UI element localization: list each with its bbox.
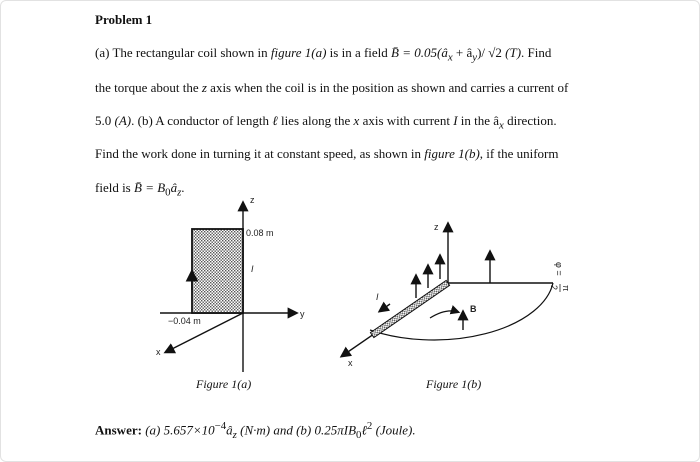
answer-line: Answer: (a) $5.657\times 10^{-4}â_z$ (N·m) and (b) 0.25πIB$_0$ℓ$^2$ (Joule). [95,420,416,441]
problem-line-2: the torque about the z axis when the coil is in the position as shown and carries a current of [95,80,569,95]
problem-line-3: 5.0 (A). (b) A conductor of length ℓ lies along the x axis with current I in the $â_x$ direction. [95,113,557,132]
phi-label [549,262,571,292]
dim-z-label: 0.08 m [246,228,274,238]
coil-a [192,229,243,313]
problem-line-4: Find the work done in turning it at constant speed, as shown in figure 1(b), if the uniform [95,146,559,161]
current-label-a: I [251,264,254,274]
figure-1b-caption: Figure 1(b) [426,377,482,391]
z-label-b: z [434,222,439,232]
svg-text:π: π [561,285,571,292]
field-label-b: B [470,304,477,314]
problem-heading: Problem 1 [95,12,153,27]
figure-1a [156,195,305,372]
svg-text:φ =: φ = [554,262,564,276]
rotation-arc [370,283,553,340]
figure-1a-caption: Figure 1(a) [196,377,252,391]
rotation-direction-arrow [430,311,458,318]
problem-line-5: field is B̄ = $B_0â_z$. [95,180,185,199]
x-label-a: x [156,347,161,357]
current-arrow-b [380,304,390,311]
dim-y-label: −0.04 m [168,316,201,326]
x-label-b: x [348,358,353,368]
problem-line-1: (a) The rectangular coil shown in figure 1(a) is in a field B̄ = $0.05(â_x$ + $â_y)/$ √2 (T). Find [95,45,552,64]
current-label-b: I [376,292,379,302]
y-label-a: y [300,309,305,319]
z-label-a: z [250,195,255,205]
svg-text:2: 2 [549,285,559,291]
figure-1b [342,222,571,368]
